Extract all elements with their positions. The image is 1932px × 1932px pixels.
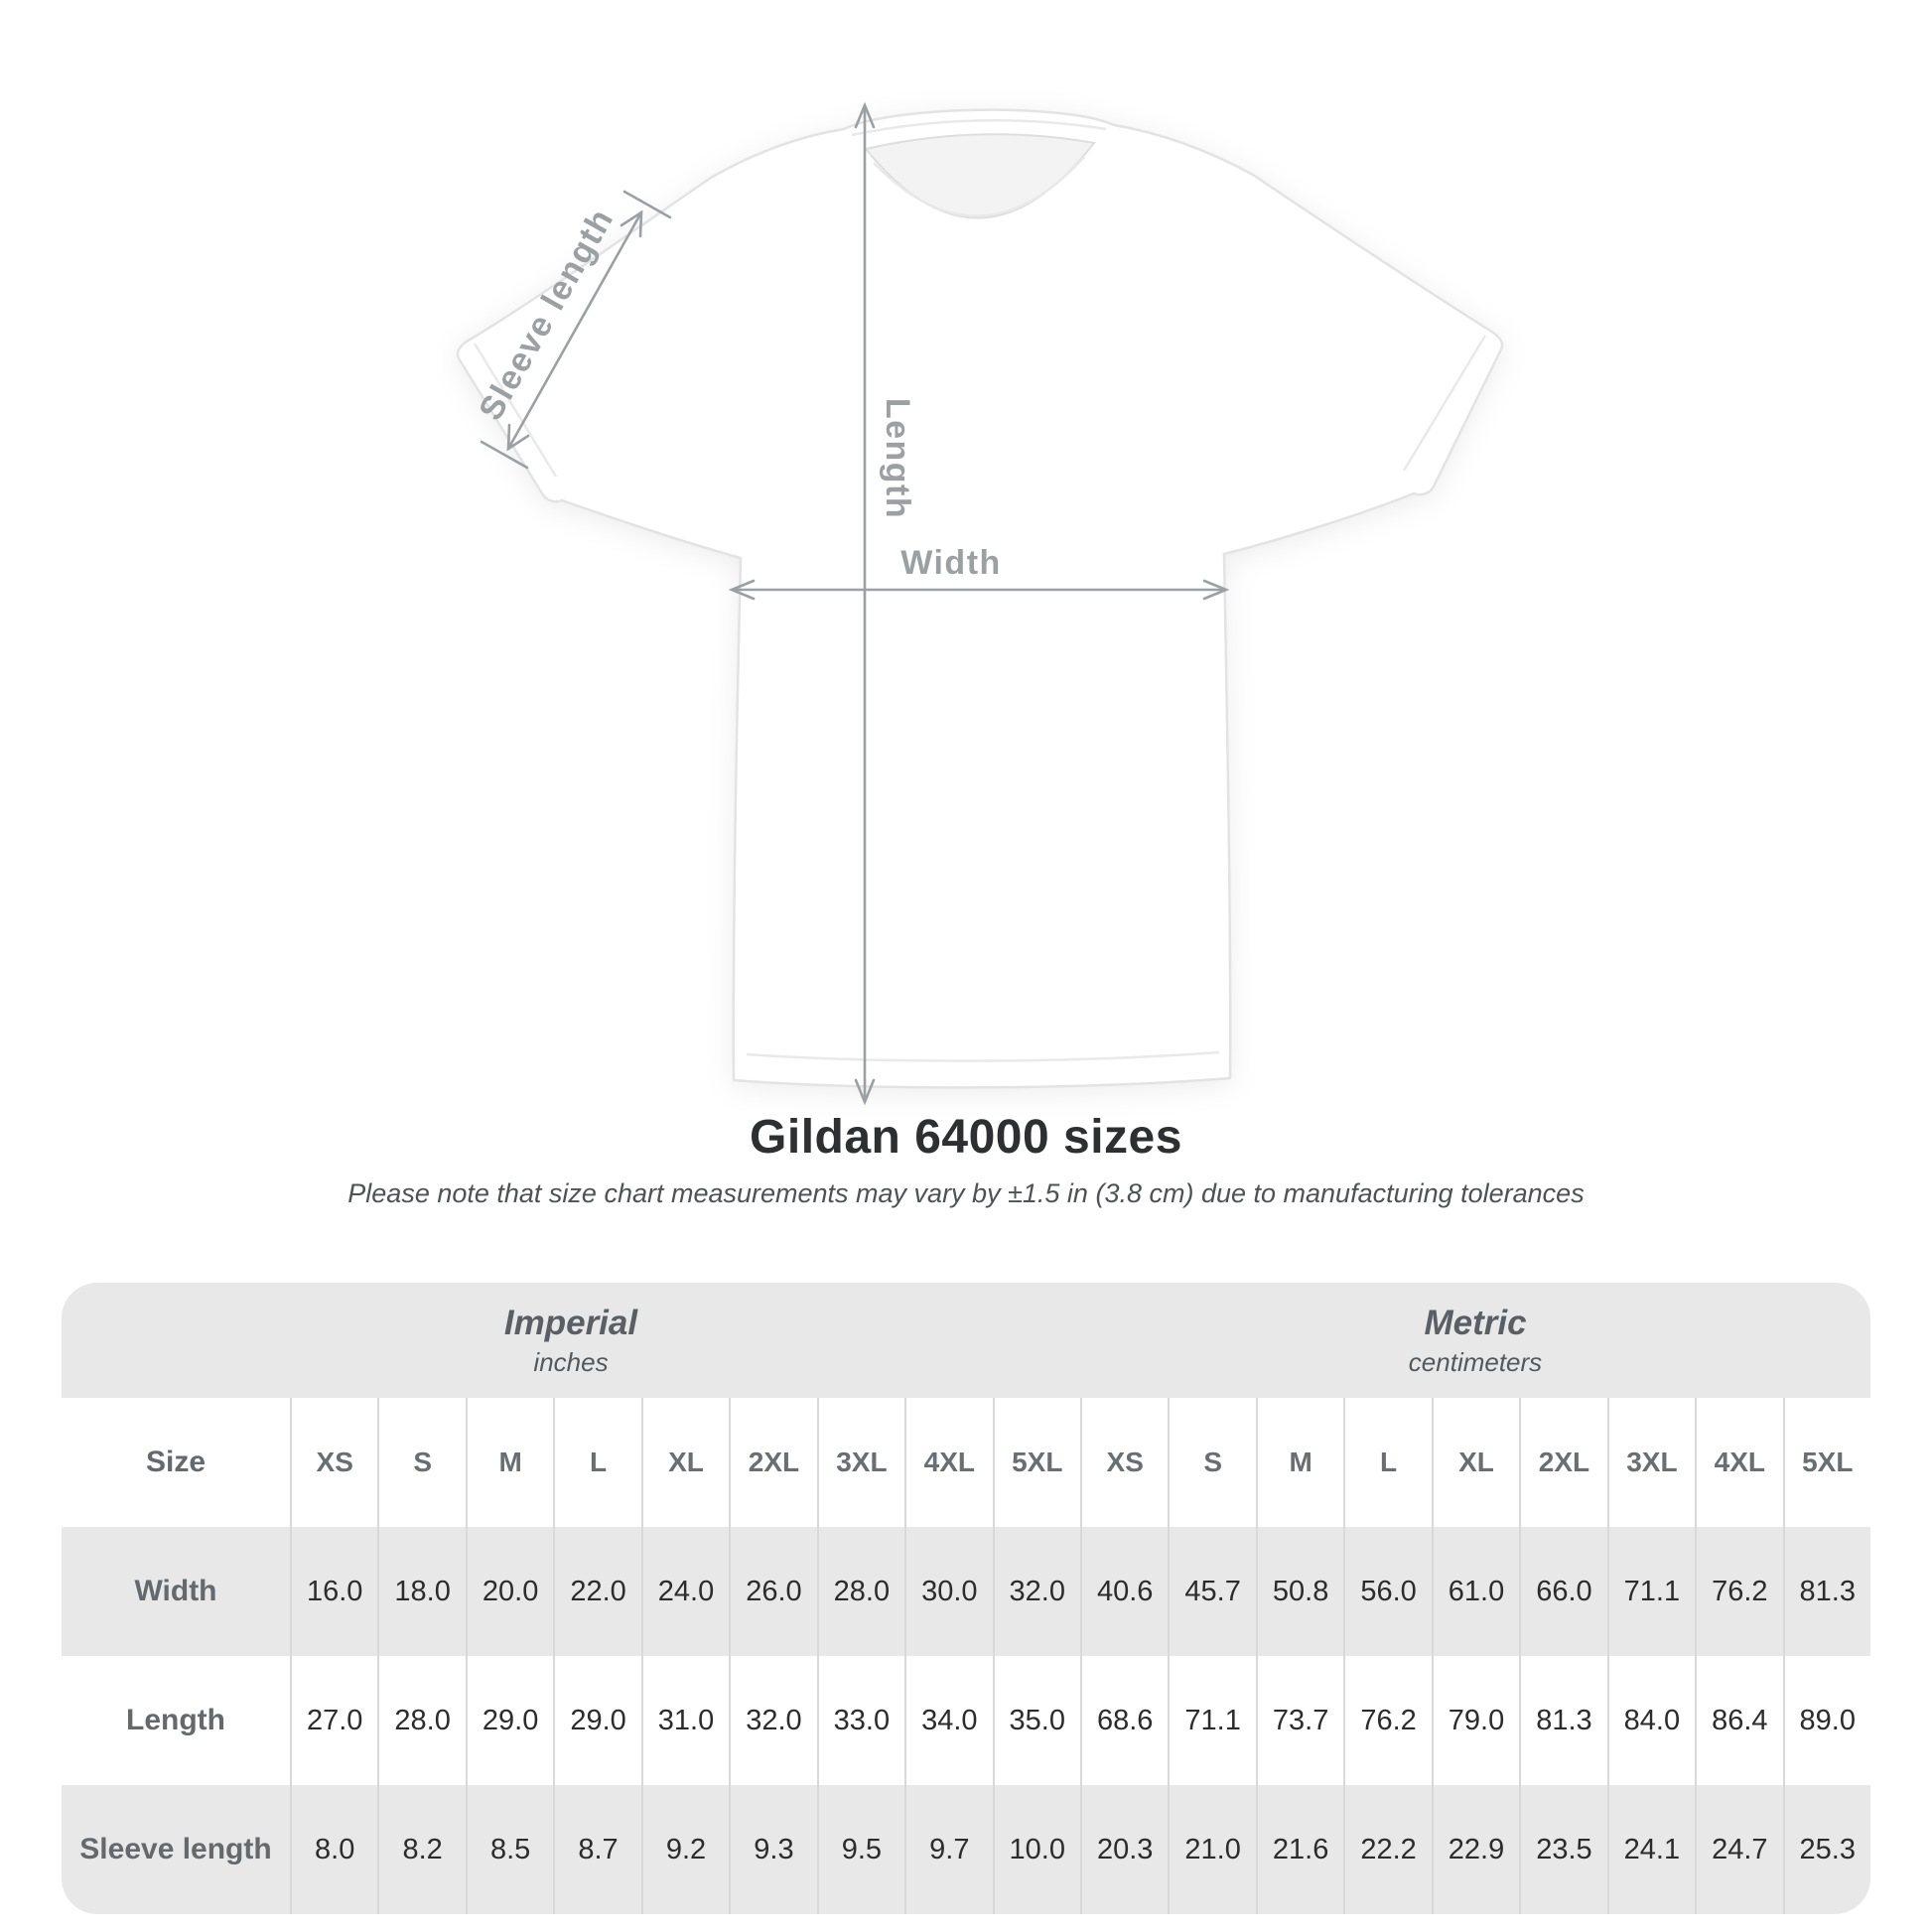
value-cell: 24.7 [1695,1785,1782,1914]
value-cell: 76.2 [1695,1527,1782,1656]
length-row [62,1656,1870,1785]
value-cell: 9.2 [641,1785,729,1914]
value-cell: 73.7 [1256,1656,1343,1785]
value-cell: 18.0 [377,1527,465,1656]
value-cell: 8.7 [553,1785,640,1914]
value-cell: 21.0 [1168,1785,1255,1914]
value-cell: 20.3 [1080,1785,1168,1914]
value-cell: 61.0 [1432,1527,1519,1656]
value-cell: 31.0 [641,1656,729,1785]
size-header-cell: XL [1432,1398,1519,1527]
row-label: Width [134,1575,217,1607]
size-header-cell: XS [290,1398,377,1527]
imperial-title: Imperial [503,1303,638,1342]
metric-unit: centimeters [1408,1346,1543,1377]
size-header-cell: 4XL [904,1398,992,1527]
size-header-cell: S [1168,1398,1255,1527]
value-cell: 50.8 [1256,1527,1343,1656]
size-header-cell: L [553,1398,640,1527]
value-cell: 23.5 [1519,1785,1606,1914]
value-cell: 24.0 [641,1527,729,1656]
value-cell: 30.0 [904,1527,992,1656]
value-cell: 26.0 [729,1527,816,1656]
size-header-cell: 3XL [817,1398,904,1527]
size-table [62,1283,1870,1914]
value-cell: 89.0 [1783,1656,1870,1785]
width-row [62,1527,1870,1656]
value-cell: 35.0 [993,1656,1080,1785]
size-header-cell: M [1256,1398,1343,1527]
value-cell: 81.3 [1519,1656,1606,1785]
value-cell: 8.5 [466,1785,553,1914]
value-cell: 22.0 [553,1527,640,1656]
value-cell: 21.6 [1256,1785,1343,1914]
value-cell: 81.3 [1783,1527,1870,1656]
value-cell: 66.0 [1519,1527,1606,1656]
value-cell: 76.2 [1343,1656,1431,1785]
size-header-cell: 3XL [1607,1398,1695,1527]
row-label: Length [126,1704,225,1736]
value-cell: 9.3 [729,1785,816,1914]
size-header-cell: 5XL [1783,1398,1870,1527]
value-cell: 22.2 [1343,1785,1431,1914]
value-cell: 68.6 [1080,1656,1168,1785]
value-cell: 79.0 [1432,1656,1519,1785]
value-cell: 71.1 [1607,1527,1695,1656]
value-cell: 32.0 [993,1527,1080,1656]
value-cell: 29.0 [553,1656,640,1785]
page-subtitle: Please note that size chart measurements may vary by ±1.5 in (3.8 cm) due to manufacturing tolerances [347,1178,1585,1208]
size-header-cell: XS [1080,1398,1168,1527]
size-header-cell: S [377,1398,465,1527]
value-cell: 32.0 [729,1656,816,1785]
value-cell: 45.7 [1168,1527,1255,1656]
value-cell: 10.0 [993,1785,1080,1914]
size-row [62,1398,1870,1527]
value-cell: 20.0 [466,1527,553,1656]
value-cell: 84.0 [1607,1656,1695,1785]
value-cell: 34.0 [904,1656,992,1785]
size-header-cell: L [1343,1398,1431,1527]
value-cell: 8.0 [290,1785,377,1914]
length-label: Length [879,397,916,520]
size-row-label: Size [145,1446,207,1478]
metric-title: Metric [1424,1303,1527,1342]
value-cell: 9.7 [904,1785,992,1914]
metric-header [1080,1283,1870,1398]
value-cell: 22.9 [1432,1785,1519,1914]
row-label: Sleeve length [79,1833,272,1865]
value-cell: 40.6 [1080,1527,1168,1656]
heading-block [0,1110,1932,1209]
size-header-cell: 5XL [993,1398,1080,1527]
value-cell: 8.2 [377,1785,465,1914]
size-header-cell: 2XL [729,1398,816,1527]
value-cell: 9.5 [817,1785,904,1914]
page-title: Gildan 64000 sizes [750,1111,1182,1164]
value-cell: 24.1 [1607,1785,1695,1914]
size-header-cell: 4XL [1695,1398,1782,1527]
value-cell: 28.0 [377,1656,465,1785]
value-cell: 25.3 [1783,1785,1870,1914]
imperial-unit: inches [533,1346,609,1377]
value-cell: 56.0 [1343,1527,1431,1656]
sleeve-length-row [62,1785,1870,1914]
table-unit-header [62,1283,1870,1398]
value-cell: 28.0 [817,1527,904,1656]
value-cell: 16.0 [290,1527,377,1656]
width-label: Width [900,544,1002,582]
size-header-cell: 2XL [1519,1398,1606,1527]
table-body [62,1398,1870,1914]
size-header-cell: M [466,1398,553,1527]
value-cell: 71.1 [1168,1656,1255,1785]
value-cell: 86.4 [1695,1656,1782,1785]
value-cell: 33.0 [817,1656,904,1785]
size-header-cell: XL [641,1398,729,1527]
imperial-header [62,1283,1080,1398]
value-cell: 27.0 [290,1656,377,1785]
sleeve-length-label: Sleeve length [472,202,621,427]
value-cell: 29.0 [466,1656,553,1785]
tshirt-shape [458,110,1502,1088]
